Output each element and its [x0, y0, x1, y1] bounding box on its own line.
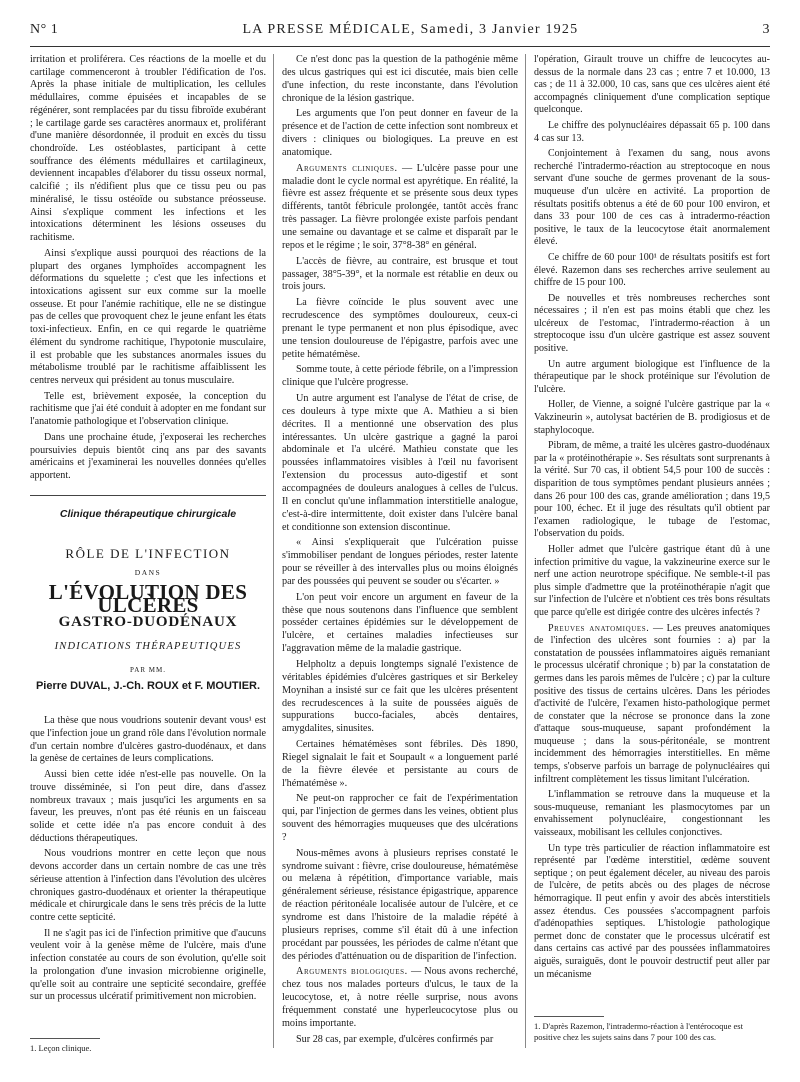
paragraph-text: — Les preuves anatomiques de l'infection des ulcères sont fournies : a) par la constatation de poussées inflammatoires aiguës remaniant le processus ulcératif chronique ; b) par la constatation de germes dans les parois mêmes de l'ulcère ; c) par la culture positive des tissus de certains ulcères. Dans les périodes d'activité de l'ulcère, l'examen histo-pathologique permet de constater que la nécrose se prononce dans la zone d'attaque sous-muqueuse, sapant profondément la muqueuse ; dans la sous-péritonéale, se montrent incidemment des hémorragies interstitielles. En même temps, s'observe parfois un barrage de polynucléaires qui infiltrent complètement les tissus limitant l'ulcération. — [534, 622, 770, 785]
paragraph: Dans une prochaine étude, j'exposerai les recherches poursuivies depuis bientôt cinq ans par des savants américains et j'examinerai les nouvelles données qu'elles apportent. — [30, 431, 266, 481]
paragraph: Le chiffre des polynucléaires dépassait 65 p. 100 dans 4 cas sur 13. — [534, 119, 770, 144]
paragraph: Pibram, de même, a traité les ulcères gastro-duodénaux par la « protéinothérapie ». Ses résultats sont surprenants à la vérité. Sur 70 cas, il obtient 54,5 pour 100 de succès : disparition de tous symptômes pendant plusieurs années ; dans 26 pour 100 des cas, grande amélioration ; dans 19,5 pour 100, échec. Et il juge des résultats qu'il obtient par l'examen radiologique, le tubage de l'estomac, l'observation du poids. — [534, 440, 770, 540]
column-3 — [534, 54, 770, 984]
column-1 — [30, 54, 266, 1007]
column-divider-right — [525, 54, 526, 1048]
paragraph: Un autre argument est l'analyse de l'état de crise, de ces douleurs à type mixte que A. Mathieu a si bien décrites. Il a mentionné une observation des plus intéressantes. Un ulcère gastrique a gagné la paroi abdominale et l'a ulcéré. Mathieu constate que les poussées inflammatoires visibles à l'œil nu favorisent l'extension du processus auto-digestif et sont accompagnées de douleurs analogues à celles de l'ulcus. Il en conclut qu'une inflammation interstitielle analogue, c'est-à-dire intermittente, doit exister dans l'ulcère banal et conditionne son extension discontinue. — [282, 393, 518, 533]
paragraph: Ne peut-on rapprocher ce fait de l'expérimentation qui, par l'injection de germes dans les veines, obtient plus souvent des hémorragies muqueuses que des ulcérations ? — [282, 793, 518, 843]
paragraph: L'inflammation se retrouve dans la muqueuse et la sous-muqueuse, remaniant les plasmocytomes par un envahissement polynucléaire, congestionnant les vaisseaux, mobilisant les cellules conjonctives. — [534, 789, 770, 839]
paragraph: Helpholtz a depuis longtemps signalé l'existence de véritables épidémies d'ulcères gastriques et sir Berkeley Moynihan a insisté sur ce fait que les ulcères présentent des recrudescences à la suite de poussées aiguës de suppurations bucco-faciales, abcès dentaires, amygdalites, sinusites. — [282, 658, 518, 735]
paragraph: Ce chiffre de 60 pour 100¹ de résultats positifs est fort élevé. Razemon dans ses recherches arrive seulement au chiffre de 15 pour 100. — [534, 251, 770, 289]
paragraph — [534, 623, 770, 787]
footnote-block-3 — [534, 1008, 770, 1042]
paragraph — [282, 966, 518, 1030]
paragraph: Sur 28 cas, par exemple, d'ulcères confirmés par — [296, 1033, 494, 1045]
paragraph: Holler, de Vienne, a soigné l'ulcère gastrique par la « Vakzineurin », autolysat bactérien de B. prodigiosus et de staphylocoque. — [534, 399, 770, 436]
paragraph: Certaines hématémèses sont fébriles. Dès 1890, Riegel signalait le fait et Soupault « a longuement parlé de la fièvre élevée et persistante au cours de l'hématémèse ». — [282, 739, 518, 789]
paragraph: Somme toute, à cette période fébrile, on a l'impression clinique que l'ulcère progresse. — [282, 364, 518, 389]
paragraph: Un type très particulier de réaction inflammatoire est représenté par l'œdème interstitiel, œdème souvent septique ; on peut également déceler, au niveau des parois de l'ulcère, de petits abcès ou des plages de nécrose hémorragique. Il peut enfin y avoir des abcès interstitiels assez étendus. Ces poussées s'accompagnent parfois d'adénopathies septiques. L'histologie pathologique permet donc de constater que le processus ulcératif est dans certains cas activé par des poussées inflammatoires aiguës, suraiguës, dont le pouvoir destructif peut aller par un mécanisme — [534, 842, 770, 980]
paragraph: L'on peut voir encore un argument en faveur de la thèse que nous soutenons dans l'influence que semblent posséder certaines épidémies sur le développement de l'ulcère, et certaines maladies infectieuses sur l'aggravation même de la maladie gastrique. — [282, 591, 518, 655]
article-title-dans: DANS — [134, 568, 162, 578]
article-title-line-1: RÔLE DE L'INFECTION — [65, 546, 231, 562]
paragraph-text: — Nous avons recherché, chez tous nos malades porteurs d'ulcus, le taux de la leucocytose, et, à notre réelle surprise, nous avons fréquemment constaté une hyperleucocytose plus ou moins importante. — [282, 966, 518, 1029]
paragraph: Holler admet que l'ulcère gastrique étant dû à une infection primitive du vague, la vakzineurine exerce sur le nerf une action neurotrope spécifique. Ne semble-t-il pas plus simple d'admettre que la protéinothérapie n'agit que sur l'infection de l'ulcère et n'obtient ces très bons résultats que parce qu'elle est dirigée contre des ulcères infectés ? — [534, 543, 770, 618]
header-rule — [30, 46, 770, 47]
paragraph: l'opération, Girault trouve un chiffre de leucocytes au-dessus de la normale dans 23 cas ; entre 7 et 10.000, 13 cas ; de 11 à 32.000, 10 cas, sans que ces ulcères aient été accompagnés cliniquement d'une complication septique quelconque. — [534, 54, 770, 116]
paragraph: Nous voudrions montrer en cette leçon que nous devons accorder dans un certain nombre de cas une très sérieuse attention à l'infection dans l'évolution des ulcères chroniques gastro-duodénaux et orienter la thérapeutique médicale et chirurgicale dans le sens très précis de la lutte contre cette septicité. — [30, 848, 266, 923]
paragraph: L'accès de fièvre, au contraire, est brusque et tout passager, 38°5-39°, et la normale est rétablie en deux ou trois jours. — [282, 255, 518, 293]
footnote-block-1 — [30, 1030, 266, 1054]
paragraph: La fièvre coïncide le plus souvent avec une recrudescence des symptômes douloureux, ceux-ci prenant le type permanent et non plus épisodique, avec une tension douloureuse de l'épigastre, parfois avec une petite hématémèse. — [282, 297, 518, 360]
paragraph — [282, 163, 518, 253]
paragraph-lead: Arguments cliniques. — [296, 162, 398, 174]
article-authors: Pierre DUVAL, J.-Ch. ROUX et F. MOUTIER. — [35, 680, 261, 693]
paragraph: La thèse que nous voudrions soutenir devant vous¹ est que l'infection joue un grand rôle dans l'évolution normale d'un certain nombre d'ulcères gastro-duodénaux, et dans la genèse de certaines de leurs complications. — [30, 715, 266, 765]
column-divider-left — [273, 54, 274, 1048]
paragraph: irritation et proliférera. Ces réactions de la moelle et du cartilage commenceront à troubler l'édification de l'os. Après la phase initiale de multiplication, les cellules médullaires, comme épuisées et incapables de se régénérer, sont remplacées par du tissu fibroïde exubérant ; le cartilage garde ses caractères anormaux et, proliférant d'une manière désordonnée, il produit en excès du tissu chondroïde. Les ostéoblastes, participant à cette souffrance des éléments médullaires et cartilagineux, deviennent incapables d'élaborer du tissu osseux normal, calcifié ; ils n'édifient plus que ce tissu peu ou pas minéralisé, le tissu ostéoïde ou substance préosseuse. Ainsi s'explique comment les infections et les intoxications déterminent les lésions osseuses du rachitisme. — [30, 54, 266, 244]
section-divider — [30, 495, 266, 496]
paragraph: Telle est, brièvement exposée, la conception du rachitisme que j'ai été conduit à adopter en me fondant sur l'anatomie pathologique et l'observation clinique. — [30, 390, 266, 428]
issue-number: N° 1 — [30, 22, 59, 37]
footnote-rule — [534, 1016, 604, 1017]
paragraph: De nouvelles et très nombreuses recherches sont nécessaires ; il n'en est pas moins établi que chez les ulcéreux de l'estomac, l'intradermo-réaction à un streptocoque issu d'un ulcère gastrique est assez souvent positive. — [534, 292, 770, 355]
paragraph: Nous-mêmes avons à plusieurs reprises constaté le syndrome suivant : fièvre, crise douloureuse, hématémèse ou melæna à répétition, d'importance variable, mais généralement sérieuse, résistance épigastrique, apparence de réaction péritonéale localisée autour de l'ulcère, et ce syndrome est dans l'histoire de la maladie répété à plusieurs reprises, comme s'il était dû à une infection procédant par poussées, les périodes de calme n'étant que des périodes d'atténuation ou de disparition de l'infection. — [282, 847, 518, 962]
paragraph: Un autre argument biologique est l'influence de la thérapeutique par le shock protéinique sur l'évolution de l'ulcère. — [534, 358, 770, 395]
paragraph: Conjointement à l'examen du sang, nous avons recherché l'intradermo-réaction au streptocoque en nous servant d'une souche de germes provenant de la sous-muqueuse d'un ulcère en activité. La proportion de résultats positifs obtenus a été de 60 pour 100 environ, et dans 33 pour 100 de ces cas à intradermo-réaction positive, le taux de la leucocytose était anormalement élevé. — [534, 148, 770, 248]
paragraph: Aussi bien cette idée n'est-elle pas nouvelle. On la trouve disséminée, si l'on peut dire, dans d'assez nombreux travaux ; mais jusqu'ici les arguments en sa faveur, les preuves, n'ont pas été réunis en un faisceau solide et cette idée n'a pas encore conduit à des déductions thérapeutiques. — [30, 769, 266, 844]
paragraph: Ainsi s'explique aussi pourquoi des réactions de la plupart des organes lymphoïdes accompagnent les déformations du squelette ; c'est que les infections et intoxications agissent sur eux comme sur la moelle osseuse. Et pour l'anémie rachitique, elle ne se distingue pas de celles que provoquent chez le jeune enfant les états toxi-infectieux. Enfin, en ce qui regarde le quatrième élément du syndrome rachitique, l'hypotonie musculaire, il est probable que les substances anormales issues du métabolisme troublé par le rachitisme affaiblissent les centres nerveux qui président au tonus musculaire. — [30, 247, 266, 386]
paragraph: Il ne s'agit pas ici de l'infection primitive que d'aucuns veulent voir à la genèse même de l'ulcère, mais d'une infection constatée au cours de son évolution, qu'elle soit la prolongation d'une invasion microbienne originelle, qu'elle soit au contraire une septicité secondaire, greffée sur un processus ulcératif primitivement non microbien. — [30, 927, 266, 1003]
footnote: 1. Leçon clinique. — [30, 1043, 92, 1053]
paragraph: Ce n'est donc pas la question de la pathogénie même des ulcus gastriques qui est ici discutée, mais bien celle d'une infection, du reste inconstante, dans l'évolution chronique de la lésion gastrique. — [282, 54, 518, 104]
section-label: Clinique thérapeutique chirurgicale — [59, 507, 237, 520]
article-title-line-2: L'ÉVOLUTION DES ULCÈRES — [48, 579, 248, 617]
article-subtitle: INDICATIONS THÉRAPEUTIQUES — [54, 641, 242, 653]
paragraph-lead: Arguments biologiques. — [296, 966, 408, 978]
paragraph: « Ainsi s'expliquerait que l'ulcération puisse s'immobiliser pendant de longues périodes, rester latente pour se réveiller à des intervalles plus ou moins éloignés par des poussées qui peuvent se souder ou s'écarter. » — [282, 537, 518, 587]
paragraph: Les arguments que l'on peut donner en faveur de la présence et de l'action de cette infection sont nombreux et divers : cliniques ou biologiques. La preuve en est anatomique. — [282, 108, 518, 158]
journal-title: LA PRESSE MÉDICALE, Samedi, 3 Janvier 1925 — [242, 22, 579, 37]
column-2 — [282, 54, 518, 1049]
footnote: 1. D'après Razemon, l'intradermo-réaction à l'entérocoque est positive chez les sujets sains dans 7 pour 100 des cas. — [534, 1021, 743, 1042]
running-header — [30, 22, 770, 44]
article-title-line-3: GASTRO-DUODÉNAUX — [58, 614, 238, 631]
footnote-rule — [30, 1038, 100, 1039]
page-number: 3 — [762, 22, 770, 37]
paragraph-text: — L'ulcère passe pour une maladie dont le cycle normal est apyrétique. En réalité, la fièvre est assez fréquente et se présente sous deux types différents, tantôt fébricule prolongée, tantôt accès franc très passager. La fièvre prolongée existe parfois pendant une semaine ou davantage et se calme et disparaît par le repos et le régime ; le soir, 37°8-38° en général. — [282, 162, 518, 251]
byline-par: PAR MM. — [130, 665, 166, 674]
paragraph-lead: Preuves anatomiques. — [548, 622, 650, 634]
